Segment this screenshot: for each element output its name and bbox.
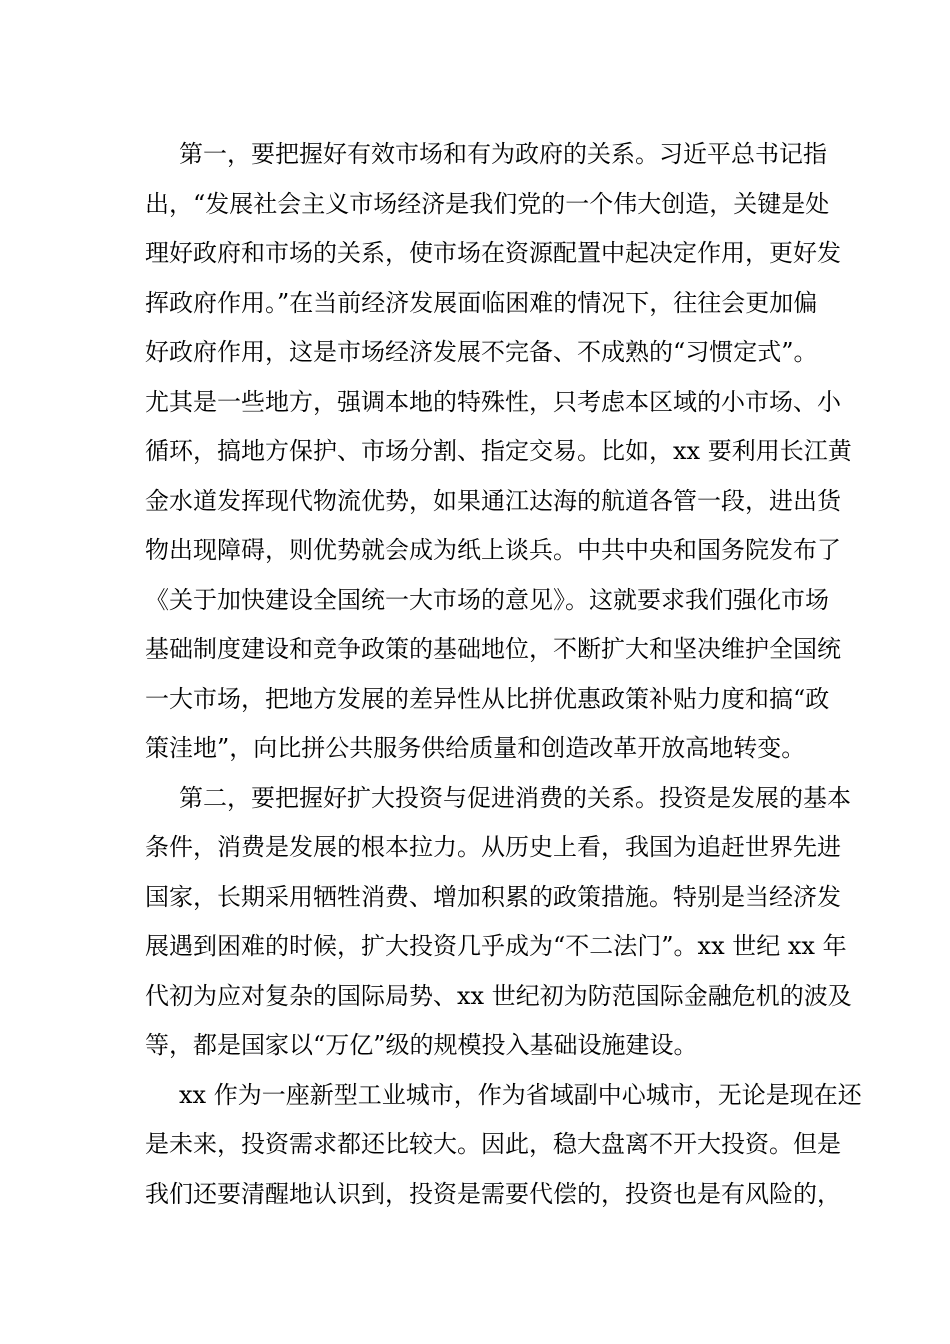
text-line: 第二，要把握好扩大投资与促进消费的关系。投资是发展的基本	[179, 783, 851, 812]
paragraph-1	[145, 130, 852, 774]
text-line: 是未来，投资需求都还比较大。因此，稳大盘离不开大投资。但是	[145, 1130, 841, 1158]
text-line: 物出现障碍，则优势就会成为纸上谈兵。中共中央和国务院发布了	[145, 536, 841, 564]
text-line: 我们还要清醒地认识到，投资是需要代偿的，投资也是有风险的，	[145, 1179, 841, 1208]
paragraph-2	[145, 774, 852, 1071]
text-line: 金水道发挥现代物流优势，如果通江达海的航道各管一段，进出货	[145, 486, 841, 515]
paragraph-3	[145, 1071, 862, 1220]
text-line: 理好政府和市场的关系，使市场在资源配置中起决定作用，更好发	[145, 239, 841, 267]
document-body	[145, 130, 862, 1219]
text-line: 《关于加快建设全国统一大市场的意见》。这就要求我们强化市场	[145, 585, 829, 614]
text-line: 国家，长期采用牺牲消费、增加积累的政策措施。特别是当经济发	[145, 882, 841, 911]
text-line: 基础制度建设和竞争政策的基础地位，不断扩大和坚决维护全国统	[145, 635, 841, 663]
text-line: 第一，要把握好有效市场和有为政府的关系。习近平总书记指	[179, 140, 827, 168]
text-line: 挥政府作用。”在当前经济发展面临困难的情况下，往往会更加偏	[145, 288, 818, 317]
text-line: 展遇到困难的时候，扩大投资几乎成为“不二法门”。xx 世纪 xx 年	[145, 932, 847, 960]
text-line: 循环，搞地方保护、市场分割、指定交易。比如，xx 要利用长江黄	[145, 437, 852, 465]
text-line: xx 作为一座新型工业城市，作为省域副中心城市，无论是现在还	[179, 1080, 862, 1109]
text-line: 策洼地”，向比拼公共服务供给质量和创造改革开放高地转变。	[145, 734, 806, 762]
text-line: 条件，消费是发展的根本拉力。从历史上看，我国为追赶世界先进	[145, 833, 841, 861]
text-line: 尤其是一些地方，强调本地的特殊性，只考虑本区域的小市场、小	[145, 387, 841, 416]
text-line: 出，“发展社会主义市场经济是我们党的一个伟大创造，关键是处	[145, 189, 830, 218]
text-line: 等，都是国家以“万亿”级的规模投入基础设施建设。	[145, 1031, 698, 1059]
text-line: 好政府作用，这是市场经济发展不完备、不成熟的“习惯定式”。	[145, 338, 818, 366]
text-line: 代初为应对复杂的国际局势、xx 世纪初为防范国际金融危机的波及	[145, 981, 852, 1010]
text-line: 一大市场，把地方发展的差异性从比拼优惠政策补贴力度和搞“政	[145, 684, 830, 713]
